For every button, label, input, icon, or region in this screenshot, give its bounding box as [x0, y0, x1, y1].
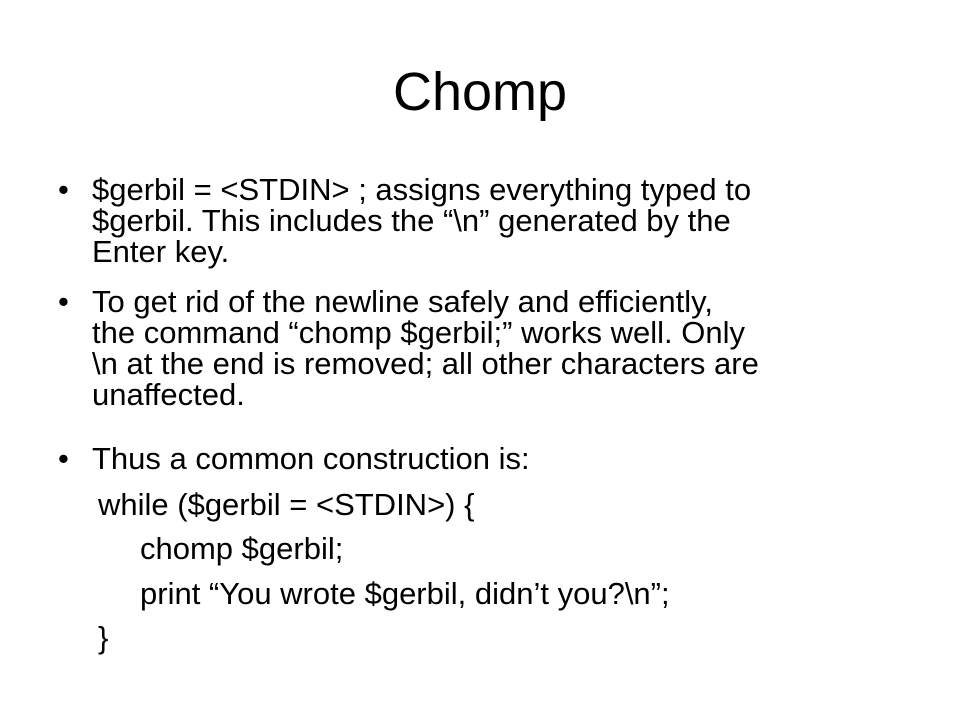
bullet-line: $gerbil = <STDIN> ; assigns everything typed to	[92, 172, 752, 207]
bullet-text	[92, 443, 904, 474]
bullet-text	[92, 286, 904, 410]
bullet-line: the command “chomp $gerbil;” works well. Only	[92, 315, 745, 350]
code-line: chomp $gerbil;	[140, 531, 344, 566]
bullet-line: Enter key.	[92, 234, 230, 269]
code-line: while ($gerbil = <STDIN>) {	[98, 487, 475, 522]
bullet-marker: •	[58, 172, 69, 207]
bullet-line: \n at the end is removed; all other characters are	[92, 346, 759, 381]
code-line: }	[98, 620, 109, 655]
bullet-line: $gerbil. This includes the “\n” generated by the	[92, 203, 731, 238]
bullet-line: unaffected.	[92, 377, 245, 412]
bullet-marker: •	[58, 441, 69, 476]
bullet-marker: •	[58, 284, 69, 319]
bullet-text	[92, 174, 904, 267]
bullet-line: To get rid of the newline safely and efficiently,	[92, 284, 713, 319]
slide-title: Chomp	[392, 62, 568, 122]
code-line: print “You wrote $gerbil, didn’t you?\n”;	[140, 576, 670, 611]
bullet-line: Thus a common construction is:	[92, 441, 530, 476]
